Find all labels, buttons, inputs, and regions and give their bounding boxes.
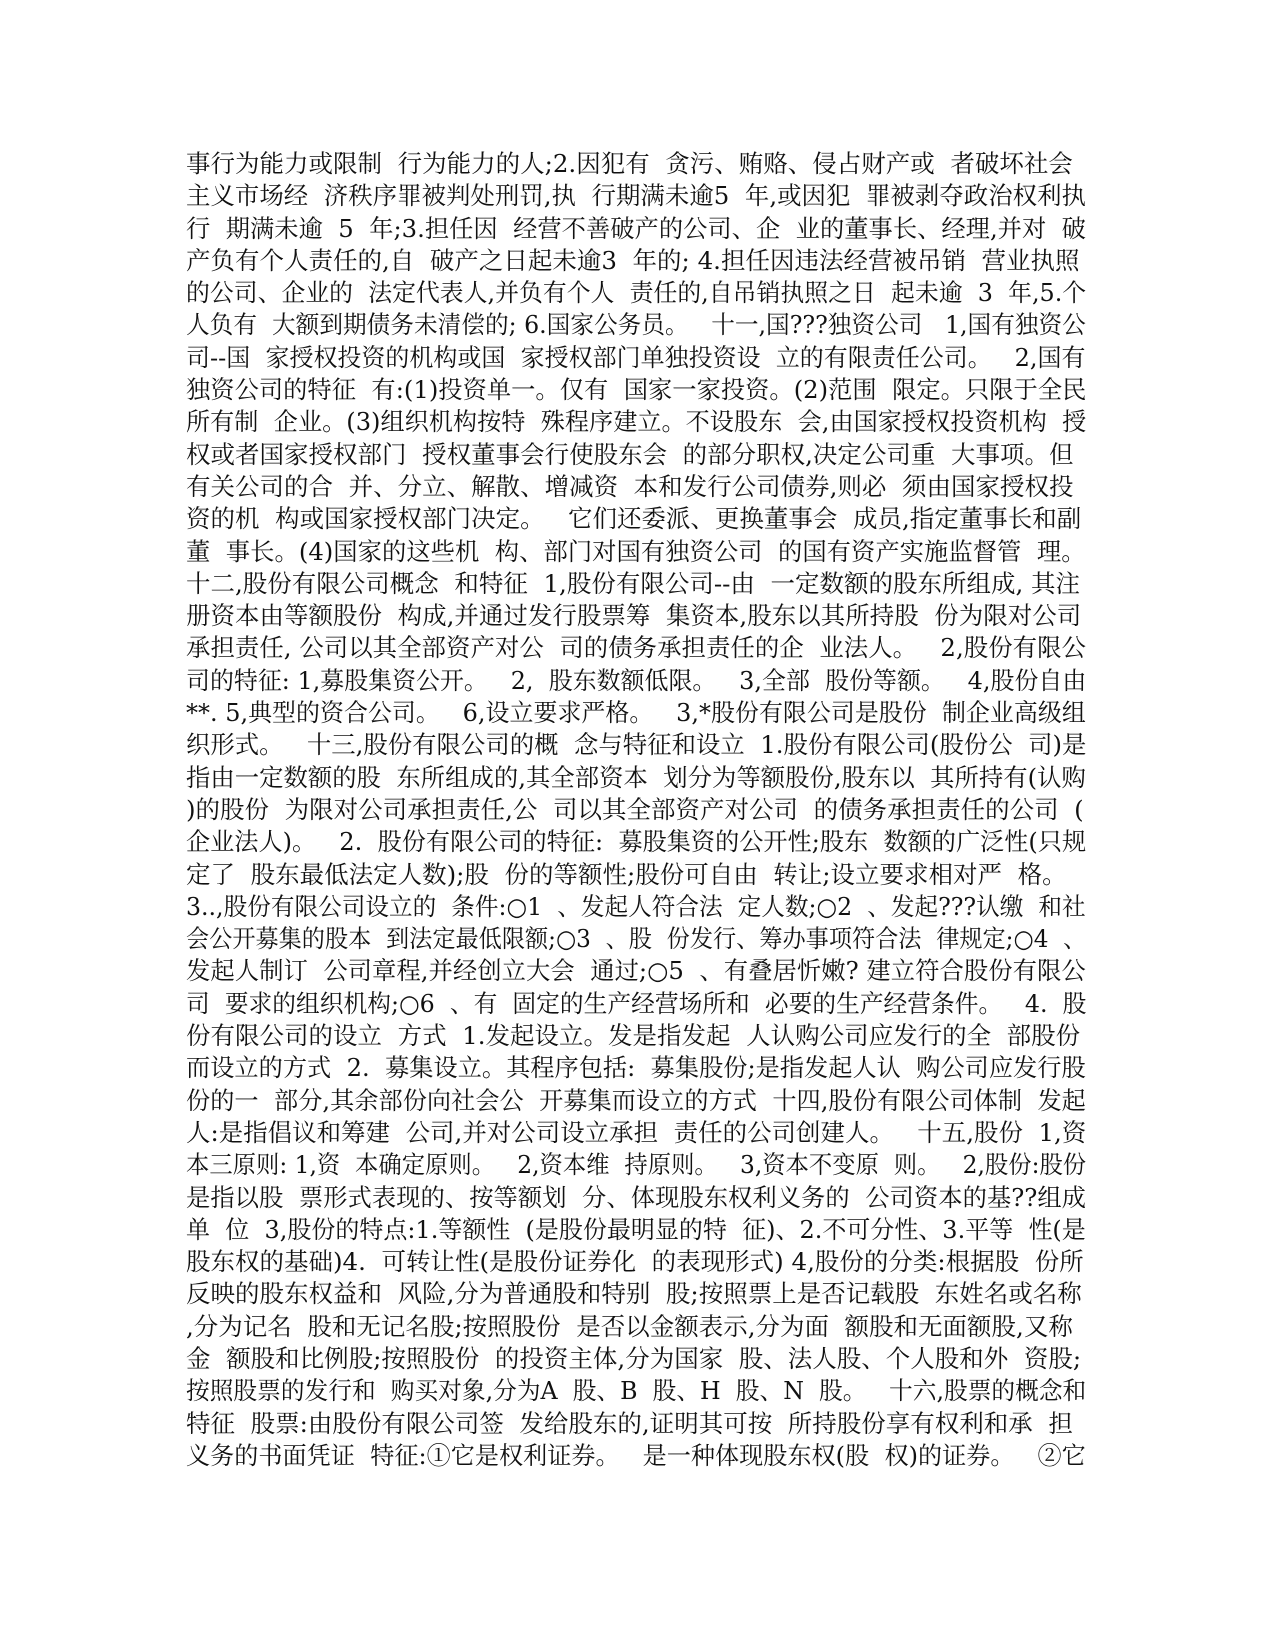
text-line: 所有制 企业。(3)组织机构按特 殊程序建立。不设股东 会,由国家授权投资机构 授 — [186, 407, 1087, 437]
text-line: 行 期满未逾 5 年;3.担任因 经营不善破产的公司、企 业的董事长、经理,并对 破 — [186, 213, 1086, 243]
text-line: 册资本由等额股份 构成,并通过发行股票筹 集资本,股东以其所持股 份为限对公司 — [186, 601, 1082, 631]
text-line: 义务的书面凭证 特征:①它是权利证券。 是一种体现股东权(股 权)的证券。 ②它 — [186, 1440, 1086, 1470]
text-line: 有关公司的合 并、分立、解散、增减资 本和发行公司债券,则必 须由国家授权投 — [186, 471, 1074, 501]
text-line: 的公司、企业的 法定代表人,并负有个人 责任的,自吊销执照之日 起未逾 3 年,5.个 — [186, 278, 1087, 308]
text-line: 份有限公司的设立 方式 1.发起设立。发是指发起 人认购公司应发行的全 部股份 — [186, 1021, 1081, 1051]
text-line: 权或者国家授权部门 授权董事会行使股东会 的部分职权,决定公司重 大事项。但 — [186, 439, 1074, 469]
text-line: 特征 股票:由股份有限公司签 发给股东的,证明其可按 所持股份享有权利和承 担 — [186, 1408, 1073, 1438]
text-line: )的股份 为限对公司承担责任,公 司以其全部资产对公司 的债务承担责任的公司 ( — [186, 794, 1084, 824]
text-line: 人:是指倡议和筹建 公司,并对公司设立承担 责任的公司创建人。 十五,股份 1,资 — [186, 1117, 1087, 1147]
text-line: **. 5,典型的资合公司。 6,设立要求严格。 3,*股份有限公司是股份 制企业高级组 — [186, 698, 1086, 728]
text-line: 金 额股和比例股;按照股份 的投资主体,分为国家 股、法人股、个人股和外 资股; — [186, 1343, 1082, 1373]
text-line: 股东权的基础)4. 可转让性(是股份证券化 的表现形式) 4,股份的分类:根据股 份所 — [186, 1247, 1084, 1277]
text-line: 织形式。 十三,股份有限公司的概 念与特征和设立 1.股份有限公司(股份公 司)是 — [186, 730, 1087, 760]
text-line: 十二,股份有限公司概念 和特征 1,股份有限公司--由 一定数额的股东所组成, 其注 — [186, 568, 1081, 598]
text-line: 而设立的方式 2. 募集设立。其程序包括: 募集股份;是指发起人认 购公司应发行股 — [186, 1053, 1086, 1083]
text-line: 是指以股 票形式表现的、按等额划 分、体现股东权利义务的 公司资本的基??组成 — [186, 1182, 1087, 1212]
text-line: 主义市场经 济秩序罪被判处刑罚,执 行期满未逾5 年,或因犯 罪被剥夺政治权利执 — [186, 181, 1086, 211]
text-line: 会公开募集的股本 到法定最低限额;○3 、股 份发行、筹办事项符合法 律规定;○4 、 — [186, 924, 1087, 954]
text-line: 董 事长。(4)国家的这些机 构、部门对国有独资公司 的国有资产实施监督管 理。 — [186, 536, 1086, 566]
text-line: 资的机 构或国家授权部门决定。 它们还委派、更换董事会 成员,指定董事长和副 — [186, 504, 1082, 534]
text-line: 事行为能力或限制 行为能力的人;2.因犯有 贪污、贿赂、侵占财产或 者破坏社会 — [186, 149, 1073, 178]
text-line: 产负有个人责任的,自 破产之日起未逾3 年的; 4.担任因违法经营被吊销 营业执照 — [186, 245, 1080, 275]
text-line: 单 位 3,股份的特点:1.等额性 (是股份最明显的特 征)、2.不可分性、3.平等 性(是 — [186, 1214, 1086, 1244]
text-line: 按照股票的发行和 购买对象,分为A 股、B 股、H 股、N 股。 十六,股票的概念和 — [186, 1376, 1087, 1406]
text-line: 承担责任, 公司以其全部资产对公 司的债务承担责任的企 业法人。 2,股份有限公 — [186, 633, 1086, 663]
text-line: 司--国 家授权投资的机构或国 家授权部门单独投资设 立的有限责任公司。 2,国有 — [186, 342, 1086, 372]
text-line: 本三原则: 1,资 本确定原则。 2,资本维 持原则。 3,资本不变原 则。 2,股份:股份 — [186, 1150, 1087, 1180]
text-line: 反映的股东权益和 风险,分为普通股和特别 股;按照票上是否记载股 东姓名或名称 — [186, 1279, 1082, 1309]
document-body — [186, 148, 1086, 1472]
text-line: 企业法人)。 2. 股份有限公司的特征: 募股集资的公开性;股东 数额的广泛性(只规 — [186, 827, 1087, 857]
text-line: 人负有 大额到期债务未清偿的; 6.国家公务员。 十一,国???独资公司 1,国有独资公 — [186, 310, 1086, 340]
text-line: 指由一定数额的股 东所组成的,其全部资本 划分为等额股份,股东以 其所持有(认购 — [186, 762, 1086, 792]
text-line: 司 要求的组织机构;○6 、有 固定的生产经营场所和 必要的生产经营条件。 4. 股 — [186, 988, 1087, 1018]
text-line: 司的特征: 1,募股集资公开。 2, 股东数额低限。 3,全部 股份等额。 4,股份自由 — [186, 665, 1087, 695]
text-line: 3..,股份有限公司设立的 条件:○1 、发起人符合法 定人数;○2 、发起???认缴 和社 — [186, 891, 1086, 921]
text-line: 独资公司的特征 有:(1)投资单一。仅有 国家一家投资。(2)范围 限定。只限于全民 — [186, 375, 1087, 405]
text-line: ,分为记名 股和无记名股;按照股份 是否以金额表示,分为面 额股和无面额股,又称 — [186, 1311, 1073, 1341]
text-line: 份的一 部分,其余部份向社会公 开募集而设立的方式 十四,股份有限公司体制 发起 — [186, 1085, 1086, 1115]
text-line: 发起人制订 公司章程,并经创立大会 通过;○5 、有叠居忻嫩? 建立符合股份有限公 — [186, 956, 1086, 986]
text-line: 定了 股东最低法定人数);股 份的等额性;股份可自由 转让;设立要求相对严 格。 — [186, 859, 1067, 889]
